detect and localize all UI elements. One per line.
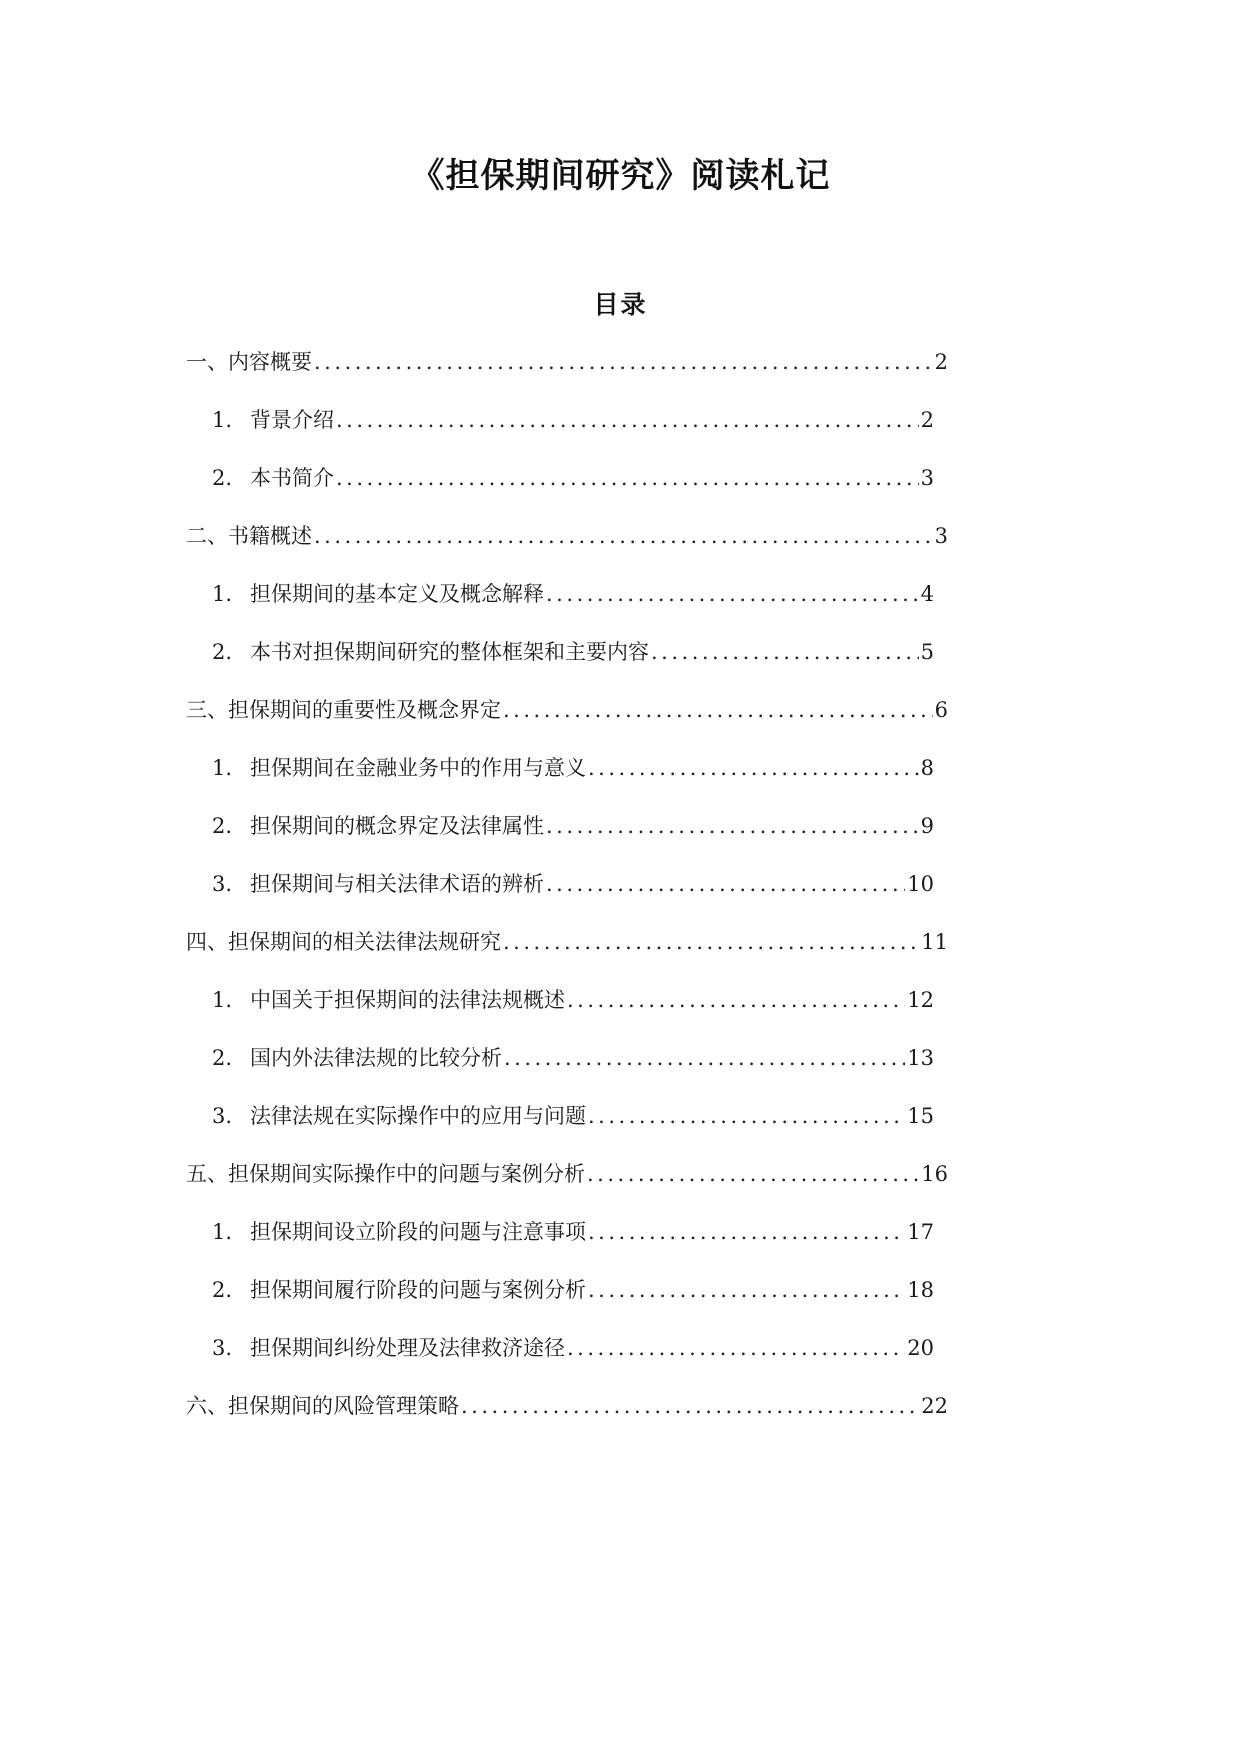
toc-entry-number: 3.: [212, 1336, 233, 1360]
toc-entry[interactable]: [186, 695, 948, 725]
toc-entry-text: 一、内容概要: [186, 350, 312, 374]
toc-entry-page: 6: [934, 698, 948, 722]
toc-leader: [461, 1391, 919, 1421]
toc-heading: 目录: [593, 290, 648, 319]
toc-entry-text: 担保期间设立阶段的问题与注意事项: [250, 1220, 586, 1244]
toc-entry-page: 4: [920, 582, 934, 606]
toc-entry-number: 2.: [212, 814, 233, 838]
toc-entry-page: 10: [907, 872, 934, 896]
toc-leader: [503, 695, 933, 725]
toc-entry-text: 担保期间在金融业务中的作用与意义: [250, 756, 586, 780]
toc-entry[interactable]: [212, 1275, 934, 1305]
toc-entry-text: 中国关于担保期间的法律法规概述: [250, 988, 565, 1012]
toc-entry-text: 四、担保期间的相关法律法规研究: [186, 930, 501, 954]
toc-entry-page: 9: [920, 814, 934, 838]
toc-entry-page: 20: [907, 1336, 934, 1360]
toc-entry-text: 担保期间履行阶段的问题与案例分析: [250, 1278, 586, 1302]
toc-entry-page: 15: [907, 1104, 934, 1128]
toc-entry[interactable]: [186, 927, 948, 957]
toc-entry-page: 5: [920, 640, 934, 664]
toc-entry-text: 担保期间纠纷处理及法律救济途径: [250, 1336, 565, 1360]
toc-leader: [651, 637, 919, 667]
toc-entry[interactable]: [212, 463, 934, 493]
toc-entry-page: 18: [907, 1278, 934, 1302]
toc-leader: [587, 1159, 919, 1189]
toc-entry[interactable]: [212, 405, 934, 435]
toc-entry-text: 三、担保期间的重要性及概念界定: [186, 698, 501, 722]
toc-entry-number: 1.: [212, 1220, 233, 1244]
toc-entry-text: 法律法规在实际操作中的应用与问题: [250, 1104, 586, 1128]
toc-entry[interactable]: [186, 521, 948, 551]
toc-entry-number: 2.: [212, 466, 233, 490]
toc-leader: [314, 347, 933, 377]
toc-leader: [546, 579, 919, 609]
toc-entry-page: 13: [907, 1046, 934, 1070]
toc-entry-page: 16: [921, 1162, 948, 1186]
toc-leader: [588, 1101, 905, 1131]
toc-leader: [504, 1043, 905, 1073]
toc-entry-text: 六、担保期间的风险管理策略: [186, 1394, 459, 1418]
toc-entry-text: 国内外法律法规的比较分析: [250, 1046, 502, 1070]
toc-entry[interactable]: [212, 579, 934, 609]
toc-leader: [314, 521, 933, 551]
toc-entry-page: 8: [920, 756, 934, 780]
toc-entry-page: 2: [934, 350, 948, 374]
toc-leader: [567, 985, 905, 1015]
toc-leader: [546, 869, 905, 899]
toc-entry-text: 五、担保期间实际操作中的问题与案例分析: [186, 1162, 585, 1186]
toc-entry-number: 1.: [212, 756, 233, 780]
toc-entry-text: 背景介绍: [250, 408, 334, 432]
toc-entry-page: 2: [920, 408, 934, 432]
toc-entry-text: 担保期间与相关法律术语的辨析: [250, 872, 544, 896]
toc-entry-number: 1.: [212, 408, 233, 432]
toc-entry[interactable]: [212, 1217, 934, 1247]
toc-entry[interactable]: [212, 985, 934, 1015]
toc-entry-page: 3: [920, 466, 934, 490]
toc-leader: [503, 927, 919, 957]
toc-entry[interactable]: [212, 1333, 934, 1363]
toc-entry-text: 担保期间的基本定义及概念解释: [250, 582, 544, 606]
toc-leader: [588, 1217, 905, 1247]
toc-leader: [336, 405, 919, 435]
toc-entry-number: 1.: [212, 988, 233, 1012]
toc-leader: [588, 1275, 905, 1305]
toc-leader: [588, 753, 919, 783]
toc-entry-page: 11: [921, 930, 948, 954]
document-title: 《担保期间研究》阅读札记: [410, 156, 831, 196]
toc-leader: [546, 811, 919, 841]
toc-entry-text: 本书简介: [250, 466, 334, 490]
toc-entry-text: 本书对担保期间研究的整体框架和主要内容: [250, 640, 649, 664]
toc-entry-page: 3: [934, 524, 948, 548]
toc-entry[interactable]: [186, 1391, 948, 1421]
toc-entry[interactable]: [212, 1101, 934, 1131]
toc-entry-number: 3.: [212, 1104, 233, 1128]
toc-entry[interactable]: [212, 753, 934, 783]
toc-leader: [336, 463, 919, 493]
toc-entry-page: 22: [921, 1394, 948, 1418]
toc-entry-text: 担保期间的概念界定及法律属性: [250, 814, 544, 838]
toc-entry[interactable]: [186, 1159, 948, 1189]
toc-entry-number: 2.: [212, 1278, 233, 1302]
toc-entry[interactable]: [212, 637, 934, 667]
toc-entry-number: 2.: [212, 640, 233, 664]
toc-entry-number: 3.: [212, 872, 233, 896]
toc-entry-number: 1.: [212, 582, 233, 606]
toc-entry-page: 17: [907, 1220, 934, 1244]
toc-entry-page: 12: [907, 988, 934, 1012]
toc-entry-number: 2.: [212, 1046, 233, 1070]
toc-entry-text: 二、书籍概述: [186, 524, 312, 548]
toc-entry[interactable]: [212, 811, 934, 841]
toc-entry[interactable]: [212, 869, 934, 899]
toc-entry[interactable]: [212, 1043, 934, 1073]
toc-leader: [567, 1333, 905, 1363]
toc-entry[interactable]: [186, 347, 948, 377]
